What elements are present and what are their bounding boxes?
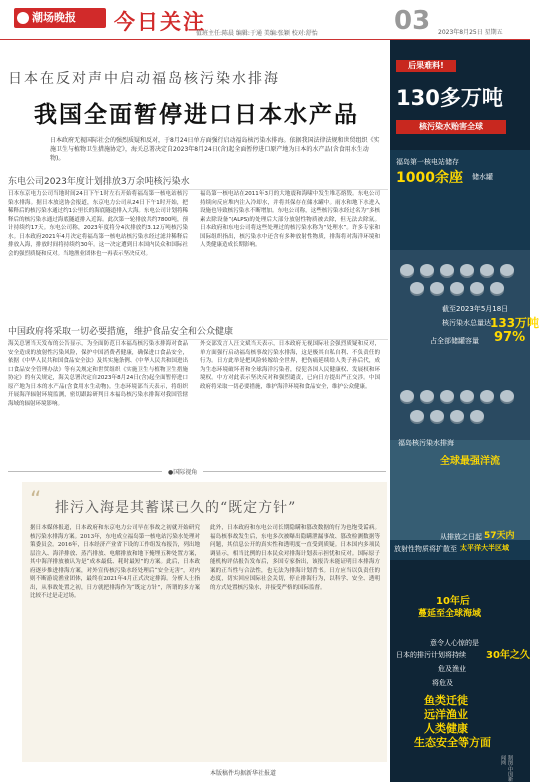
tank-icon: [500, 390, 514, 402]
spread-label: 放射性物质将扩散至: [394, 545, 457, 553]
impact-fish-migration: 鱼类迁徙: [424, 694, 468, 707]
body-column-3: 海关总署当天发布的公告显示，为全面防范日本福岛核污染水排海对食品安全造成的放射性污染风险，保护中国消费者健康，确保进口食品安全，依据《中华人民共和国食品安全法》及其实施条例、《中华人民共和国进出口食品安全管理办法》等有关规定和世贸组织《实施卫生与植物卫生措施协定》的有关规定，海关总署决定自2023年8月24日(含)起全面暂停进口原产地为日本的水产品(含食用水生动物)。生态环境部当天表示，将组织开展海洋辐射环境监测，密切跟踪研判日本福岛核污染水排海对我国管辖海域的辐射环境影响。: [8, 341, 188, 407]
quote-icon: “: [30, 488, 42, 513]
tank-icon: [400, 390, 414, 402]
body-column-1: 日本东京电力公司当地时间24日下午1时左右开始将福岛第一核电站核污染水排海。据日本放送协会报道，东京电力公司从24日下午1时开始，把稀释后的核污染水通过约1公里长的海底隧道排入大海。东电公司计划将稀释后的核污染水通过海底隧道排入近海。此次第一轮排放共约7800吨，预计持续约17天。东电公司称，2023年度将分4次排放约3.12万吨核污染水。日本政府2021年4月决定将福岛第一核电站核污染水经过滤并稀释后排放入海，排放时间将持续约30年。这一决定遭到日本国内民众和国际社会的强烈质疑和反对。当地渔业团体也一再表示坚决反对。: [8, 191, 188, 257]
page-number: 03: [394, 6, 431, 36]
logo-mark-icon: [17, 12, 29, 24]
tank-icon: [410, 282, 424, 294]
commentary-column-1: 据日本媒体报道，日本政府和东京电力公司早在事故之初就开始研究核污染水排海方案。2013年，东电成立福岛第一核电站污染水处理对策委员会。2016年，日本经济产业省下设的工作组发布报告，列出地层注入、海洋排放、蒸汽排放、电解排放和地下掩埋五种处置方案，其中海洋排放被认为是“成本最低、耗时最短”的方案。此后，日本政府逐步推进排海方案，对外宣传核污染水经处理后“安全无害”，对内则不断游说渔业团体，最终在2021年4月正式决定排海。分析人士指出，从事故处置之初，日方就把排海作为“既定方针”，所谓的多方案比较不过是走过场。: [30, 525, 200, 599]
decade-figure: 10年后: [436, 596, 470, 607]
impact-ecology: 生态安全等方面: [414, 736, 491, 749]
volume-label: 核污染水总量达: [442, 319, 491, 327]
tank-icon: [450, 282, 464, 294]
volume-figure: 133万吨: [490, 316, 539, 330]
tank-icon: [450, 410, 464, 422]
capacity-label: 占全部储罐容量: [430, 337, 479, 345]
section-tag: ●国际视角: [162, 467, 203, 476]
threat-intro-label: 危及渔业: [438, 665, 466, 673]
tank-icon: [430, 282, 444, 294]
commentary-column-2: 此外，日本政府和东电公司长期隐瞒和篡改数据的行为也饱受诟病。福岛核事故发生后，东电多次被曝出隐瞒泄漏事故、篡改检测数据等问题，其信息公开的真实性和透明度一直受到质疑。日本国内多项民调显示，相当比例的日本民众对排海计划表示担忧和反对。国际原子能机构评估报告发布后，多国专家指出，该报告未能证明日本排海方案的正当性与合法性，也无法为排海计划背书。日方应当以负责任的态度，切实回应国际社会关切，停止排海行为，以科学、安全、透明的方式处置核污染水，并接受严格的国际监督。: [210, 525, 380, 591]
tank-icon: [420, 264, 434, 276]
pacific-region-label: 太平洋大半区域: [460, 544, 509, 552]
global-spread-label: 蔓延至全球海域: [418, 609, 482, 619]
source-note: 本版稿件均据新华社报道: [210, 770, 277, 777]
commentary-title: 排污入海是其蓄谋已久的“既定方针”: [55, 500, 297, 516]
infographic-sidebar: [390, 40, 539, 782]
tank-icon: [480, 264, 494, 276]
tank-icon: [480, 390, 494, 402]
infographic-tagline: 核污染水贻害全球: [396, 120, 506, 134]
spread-start-label: 从排放之日起: [440, 533, 482, 541]
impact-intro: 将危及: [432, 679, 453, 687]
tank-icon: [490, 282, 504, 294]
tank-icon: [500, 264, 514, 276]
editor-credits: 值班主任:陈晨 编辑:于通 美编:张颖 校对:舒怡: [196, 30, 318, 37]
impact-fishery: 远洋渔业: [424, 708, 468, 721]
graphic-credit: 制图:中国新闻网: [500, 755, 513, 782]
ocean-current-label: 全球最强洋流: [440, 456, 500, 467]
plan-duration-label: 日本的排污计划将持续: [396, 651, 466, 659]
body-column-4: 外交部发言人汪文斌当天表示，日本政府无视国际社会强烈质疑和反对，单方面强行启动福岛核事故污染水排海，这是极其自私自利、不负责任的行为。日方此举是把风险转嫁给全世界，把伤痛延续给人类子孙后代，成为生态环境破坏者和全球海洋污染者，侵犯各国人民健康权、发展权和环境权。中方对此表示坚决反对和强烈谴责，已向日方提出严正交涉。中国政府将采取一切必要措施，维护海洋环境和食品安全，维护公众健康。: [200, 341, 380, 390]
tank-icon: [430, 410, 444, 422]
logo-text: 潮场晚报: [32, 11, 76, 24]
tank-icon: [470, 410, 484, 422]
subheading-2: 中国政府将采取一切必要措施，维护食品安全和公众健康: [8, 324, 388, 340]
newspaper-logo: [14, 8, 106, 28]
storage-label: 福岛第一核电站储存: [396, 158, 459, 166]
subheading-1: 东电公司2023年度计划排放3万余吨核污染水: [8, 174, 388, 190]
lead-paragraph: 日本政府无视国际社会的强烈质疑和反对，于8月24日单方面强行启动福岛核污染水排海。依据我国法律法规和世贸组织《实施卫生与植物卫生措施协定》，海关总署决定自2023年8月24日(含)起全面暂停进口原产地为日本的水产品(含食用水生动物)。: [50, 137, 380, 162]
tank-icon: [410, 410, 424, 422]
spread-days-figure: 57天内: [484, 531, 515, 541]
capacity-figure: 97%: [494, 330, 526, 345]
headline-figure: 130多万吨: [396, 86, 503, 110]
main-headline: 我国全面暂停进口日本水产品: [34, 101, 359, 128]
tank-icon: [470, 282, 484, 294]
section-title: 今日关注: [114, 9, 206, 34]
body-column-2: 福岛第一核电站在2011年3月的大地震和海啸中发生堆芯熔毁。东电公司持续向反应堆内注入冷却水，并将其保存在储水罐中。雨水和地下水进入设施也导致核污染水不断增加。东电公司称，这些核污染水经过名为“多核素去除设备”(ALPS)的处理后大部分放射性物质被去除，但无法去除氚。日本政府和东电公司将这些处理过的核污染水称为“处理水”。许多专家和国际组织指出，核污染水中还含有多种放射性物质，排海将对海洋环境和人类健康造成长期影响。: [200, 191, 380, 248]
discharge-banner: 福岛核污染水排海: [398, 439, 454, 447]
tank-icon: [420, 390, 434, 402]
concern-label: 意令人心惊的是: [430, 639, 479, 647]
tank-icon: [440, 390, 454, 402]
tank-count: 1000余座: [396, 170, 463, 186]
tank-icon: [400, 264, 414, 276]
tank-icon: [460, 390, 474, 402]
tank-unit-label: 储水罐: [472, 173, 493, 181]
tank-icon: [460, 264, 474, 276]
kicker-headline: 日本在反对声中启动福岛核污染水排海: [8, 71, 280, 87]
issue-date: 2023年8月25日 星期五: [438, 29, 503, 36]
date-label: 截至2023年5月18日: [442, 305, 509, 313]
masthead: [0, 0, 530, 40]
tank-icon: [440, 264, 454, 276]
impact-health: 人类健康: [424, 722, 468, 735]
warning-badge: 后果难料!: [396, 60, 456, 72]
plan-duration-figure: 30年之久: [486, 650, 530, 661]
